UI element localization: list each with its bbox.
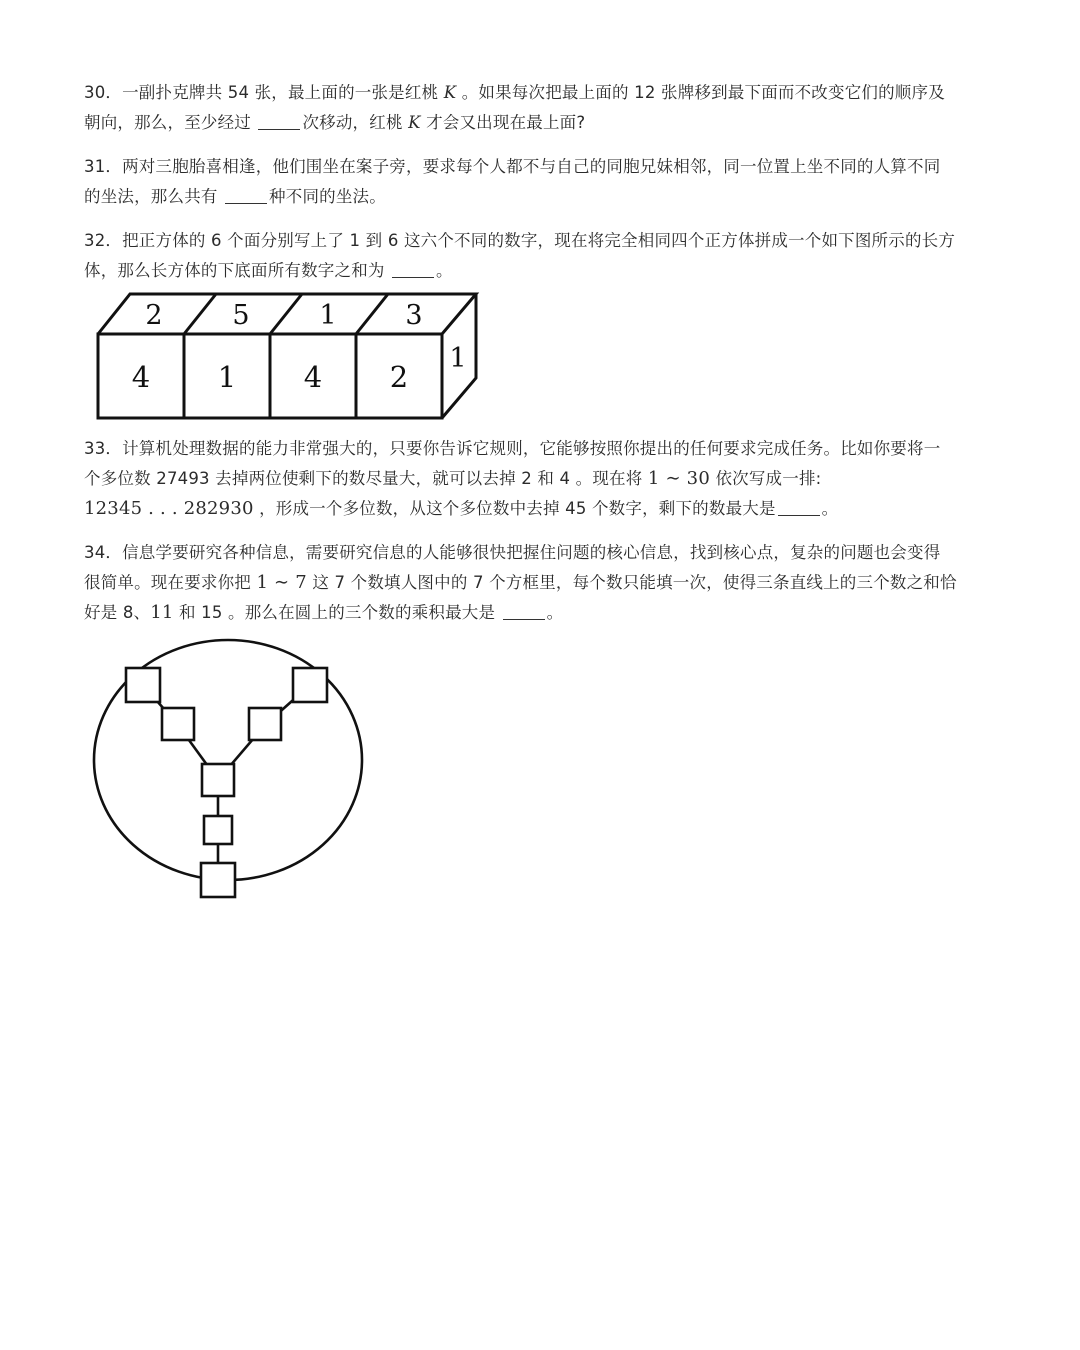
answer-blank[interactable]	[258, 111, 300, 130]
answer-box[interactable]	[126, 668, 160, 702]
problem-30	[84, 78, 1004, 138]
problem-32-line-1: 32．把正方体的 6 个面分别写上了 1 到 6 这六个不同的数字，现在将完全相同四个正方体拼成一个如下图所示的长方	[84, 231, 956, 250]
problem-31	[84, 152, 1004, 212]
problem-33	[84, 434, 1004, 524]
answer-blank[interactable]	[392, 259, 434, 278]
answer-blank[interactable]	[778, 497, 820, 516]
math-sequence: 12345 . . . 282930	[84, 498, 254, 519]
cube-side-label: 1	[449, 343, 467, 374]
cube-top-label: 3	[405, 300, 423, 331]
math-k: K	[408, 113, 421, 132]
problem-34-line-1: 34．信息学要研究各种信息，需要研究信息的人能够很快把握住问题的核心信息，找到核心点，复杂的问题也会变得	[84, 543, 941, 562]
problem-31-line-1: 31．两对三胞胎喜相逢，他们围坐在案子旁，要求每个人都不与自己的同胞兄妹相邻，同一位置上坐不同的人算不同	[84, 157, 941, 176]
answer-box[interactable]	[293, 668, 327, 702]
cube-front-label: 4	[303, 360, 323, 394]
problem-33-line-3: 12345 . . . 282930 ，形成一个多位数，从这个多位数中去掉 45 个数字，剩下的数最大是 。	[84, 498, 839, 519]
answer-box[interactable]	[249, 708, 281, 740]
answer-blank[interactable]	[225, 185, 267, 204]
problem-32	[84, 226, 1004, 286]
problem-33-line-1: 33．计算机处理数据的能力非常强大的，只要你告诉它规则，它能够按照你提出的任何要求完成任务。比如你要将一	[84, 439, 941, 458]
answer-box[interactable]	[202, 764, 234, 796]
problem-34-line-2: 很简单。现在要求你把 1 ∼ 7 这 7 个数填人图中的 7 个方框里，每个数只能填一次，使得三条直线上的三个数之和恰	[84, 572, 957, 593]
worksheet-page	[84, 78, 1004, 910]
cube-top-label: 2	[145, 300, 163, 331]
answer-box[interactable]	[162, 708, 194, 740]
problem-31-line-2: 的坐法，那么共有 种不同的坐法。	[84, 187, 386, 206]
math-k: K	[443, 83, 457, 102]
cube-front-label: 1	[217, 360, 237, 394]
problem-33-line-2: 个多位数 27493 去掉两位使剩下的数尽量大，就可以去掉 2 和 4 。现在将 1 ∼ 30 依次写成一排:	[84, 468, 822, 489]
problem-32-line-2: 体，那么长方体的下底面所有数字之和为 。	[84, 261, 453, 280]
cubes-figure	[90, 290, 490, 424]
math-range: 1 ∼ 30	[647, 468, 710, 489]
cube-top-label: 5	[232, 300, 250, 331]
cube-front-label: 2	[389, 360, 409, 394]
problem-34	[84, 538, 1004, 628]
cube-front-label: 4	[131, 360, 151, 394]
math-number: 11	[150, 602, 174, 623]
problem-30-line-2: 朝向，那么，至少经过 次移动，红桃 K 才会又出现在最上面?	[84, 113, 586, 132]
problem-34-line-3: 好是 8、11 和 15 。那么在圆上的三个数的乘积最大是 。	[84, 602, 564, 623]
answer-blank[interactable]	[503, 601, 545, 620]
circle-box-figure	[88, 630, 378, 900]
problem-30-line-1: 30．一副扑克牌共 54 张，最上面的一张是红桃 K 。如果每次把最上面的 12 张牌移到最下面而不改变它们的顺序及	[84, 83, 945, 102]
cube-top-label: 1	[319, 300, 337, 331]
answer-box[interactable]	[204, 816, 232, 844]
math-range: 1 ∼ 7	[256, 572, 307, 593]
answer-box[interactable]	[201, 863, 235, 897]
